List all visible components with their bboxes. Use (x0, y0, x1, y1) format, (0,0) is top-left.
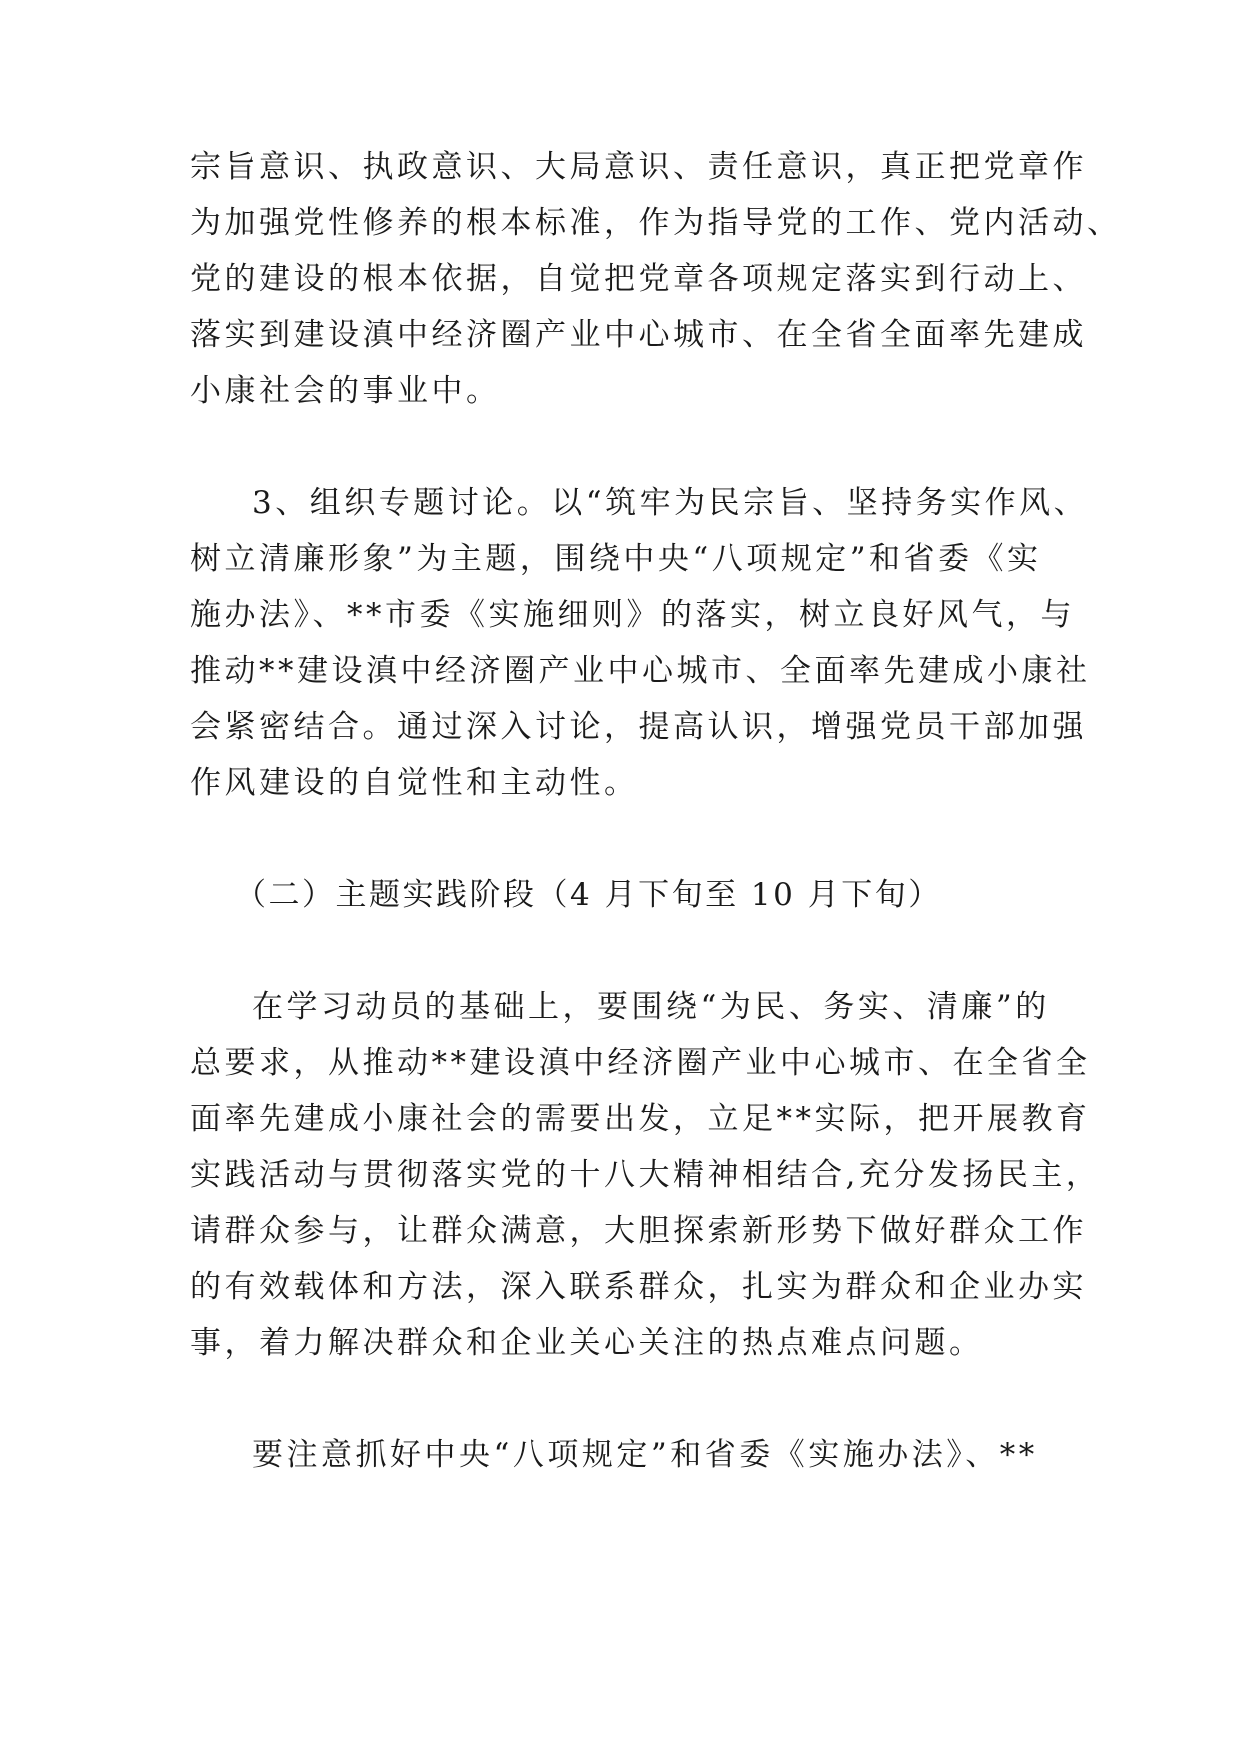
body-text-line: 施办法》、**市委《实施细则》的落实，树立良好风气，与 (190, 597, 1075, 633)
body-text-line: 3、组织专题讨论。以“筑牢为民宗旨、坚持务实作风、 (252, 485, 1089, 521)
body-text-line: 实践活动与贯彻落实党的十八大精神相结合,充分发扬民主， (190, 1157, 1101, 1193)
body-text-line: 树立清廉形象”为主题，围绕中央“八项规定”和省委《实 (190, 541, 1042, 577)
body-text-line: 小康社会的事业中。 (190, 373, 501, 409)
body-text-line: 总要求，从推动**建设滇中经济圈产业中心城市、在全省全 (190, 1045, 1091, 1081)
body-text-line: 宗旨意识、执政意识、大局意识、责任意识，真正把党章作 (190, 149, 1087, 185)
body-text-line: 面率先建成小康社会的需要出发，立足**实际，把开展教育 (190, 1101, 1091, 1137)
body-text-line: 为加强党性修养的根本标准，作为指导党的工作、党内活动、 (190, 205, 1122, 241)
body-text-line: 要注意抓好中央“八项规定”和省委《实施办法》、** (252, 1437, 1038, 1473)
body-text-line: 的有效载体和方法，深入联系群众，扎实为群众和企业办实 (190, 1269, 1087, 1305)
body-text-line: 请群众参与，让群众满意，大胆探索新形势下做好群众工作 (190, 1213, 1087, 1249)
section-heading: （二）主题实践阶段（4 月下旬至 10 月下旬） (235, 877, 942, 913)
body-text-line: 会紧密结合。通过深入讨论，提高认识，增强党员干部加强 (190, 709, 1087, 745)
body-text-line: 作风建设的自觉性和主动性。 (190, 765, 639, 801)
body-text-line: 事，着力解决群众和企业关心关注的热点难点问题。 (190, 1325, 984, 1361)
body-text-line: 党的建设的根本依据，自觉把党章各项规定落实到行动上、 (190, 261, 1087, 297)
body-text-line: 推动**建设滇中经济圈产业中心城市、全面率先建成小康社 (190, 653, 1091, 689)
body-text-line: 落实到建设滇中经济圈产业中心城市、在全省全面率先建成 (190, 317, 1087, 353)
body-text-line: 在学习动员的基础上，要围绕“为民、务实、清廉”的 (252, 989, 1050, 1025)
